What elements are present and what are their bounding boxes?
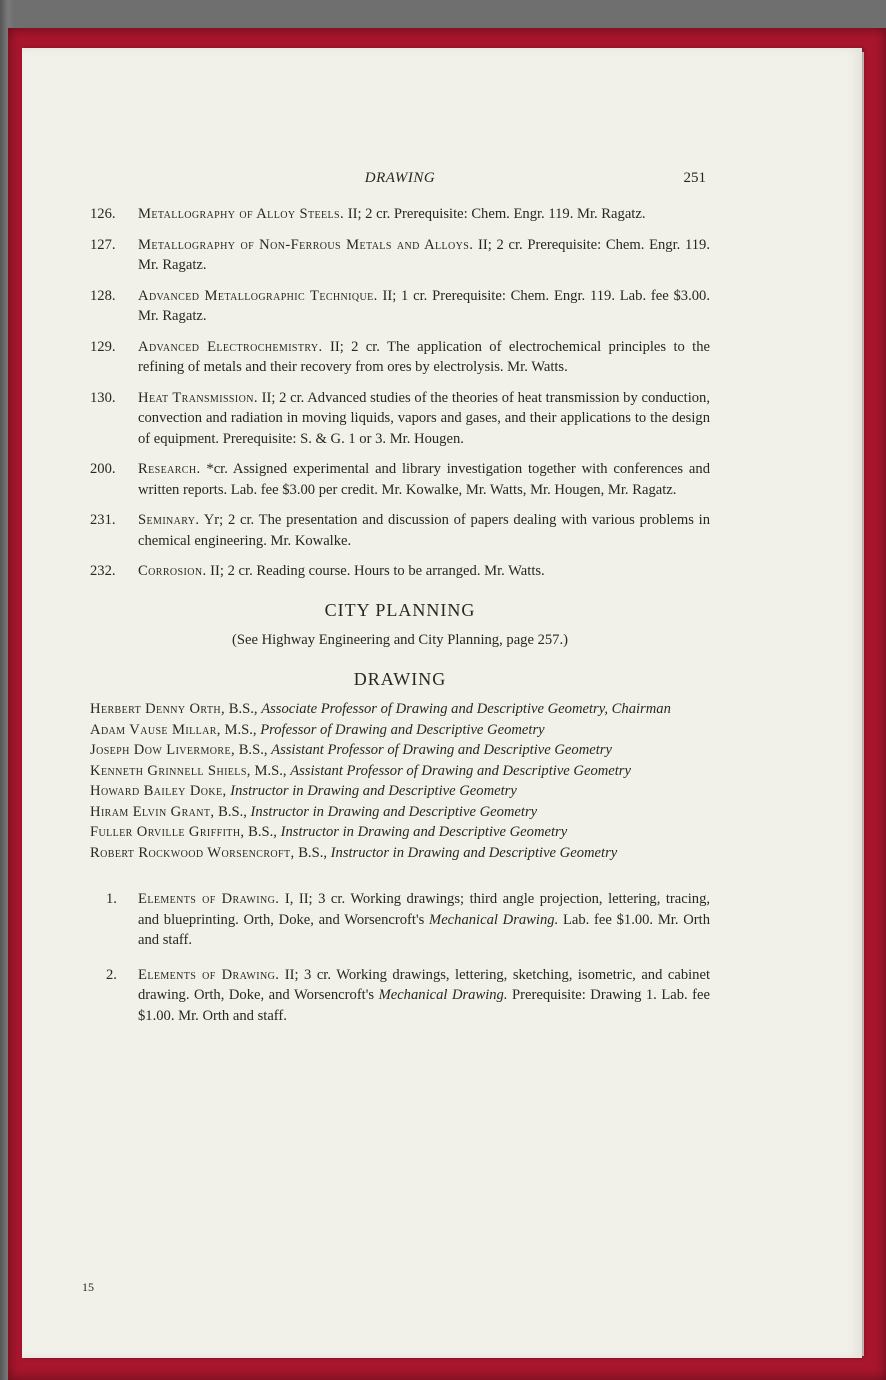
course-title: Seminary. bbox=[138, 512, 200, 528]
course-number: 130. bbox=[90, 389, 116, 406]
textbook-title: Mechanical Drawing. bbox=[378, 987, 508, 1003]
course-description: I, II; 3 cr. Working drawings; third angle projection, lettering, tracing, and blueprinting. Orth, Doke, and Worsencroft's bbox=[138, 891, 711, 928]
course-title: Corrosion. bbox=[138, 563, 207, 579]
course-description: *cr. Assigned experimental and library investigation together with conferences and written reports. Lab. fee $3.00 per credit. Mr. Kowalke, Mr. Watts, Mr. Hougen, Mr. Ragatz. bbox=[138, 461, 710, 498]
running-head bbox=[90, 168, 710, 192]
course-number: 128. bbox=[90, 287, 116, 304]
faculty-entry bbox=[90, 822, 710, 843]
faculty-degree: B.S., bbox=[218, 803, 247, 820]
course-title: Advanced Metallographic Technique. bbox=[138, 287, 378, 304]
drawing-course-list bbox=[90, 889, 710, 1026]
signature-mark: 15 bbox=[82, 1280, 94, 1294]
course-title: Research. bbox=[138, 461, 201, 477]
faculty-entry bbox=[90, 802, 710, 823]
faculty-title: Assistant Professor of Drawing and Descriptive Geometry bbox=[271, 742, 612, 758]
faculty-title: Instructor in Drawing and Descriptive Geometry bbox=[330, 844, 618, 861]
faculty-entry bbox=[90, 740, 710, 761]
textbook-title: Mechanical Drawing. bbox=[429, 911, 559, 928]
faculty-entry bbox=[90, 699, 710, 720]
faculty-title: Instructor in Drawing and Descriptive Geometry bbox=[230, 783, 517, 799]
course-fee: Prerequisite: Drawing 1. Lab. fee $1.00. Mr. Orth and staff. bbox=[138, 987, 710, 1024]
course-entry bbox=[90, 204, 710, 225]
faculty-degree: B.S., bbox=[228, 701, 258, 717]
course-description: II; 2 cr. The application of electrochemical principles to the refining of metals and their recovery from ores by electrolysis. Mr. Watts. bbox=[138, 338, 711, 375]
running-title: DRAWING bbox=[364, 170, 436, 186]
faculty-title: Instructor in Drawing and Descriptive Geometry bbox=[250, 803, 538, 820]
course-description: II; 2 cr. Prerequisite: Chem. Engr. 119. Mr. Ragatz. bbox=[138, 236, 710, 273]
course-entry bbox=[90, 235, 710, 276]
chem-course-list bbox=[90, 204, 710, 582]
faculty-name: Robert Rockwood Worsencroft, bbox=[90, 844, 295, 861]
faculty-title: Assistant Professor of Drawing and Descriptive Geometry bbox=[290, 762, 631, 779]
faculty-name: Howard Bailey Doke, bbox=[90, 783, 227, 799]
course-fee: Lab. fee $1.00. Mr. Orth and staff. bbox=[138, 911, 710, 948]
faculty-degree: B.S., bbox=[238, 742, 268, 758]
faculty-entry bbox=[90, 781, 710, 802]
faculty-title: Instructor in Drawing and Descriptive Geometry bbox=[280, 824, 568, 840]
course-number: 129. bbox=[90, 338, 116, 355]
faculty-degree: B.S., bbox=[298, 844, 327, 861]
course-title: Metallography of Alloy Steels. bbox=[138, 206, 345, 222]
course-number: 200. bbox=[90, 461, 116, 477]
faculty-name: Hiram Elvin Grant, bbox=[90, 803, 215, 820]
course-description: Yr; 2 cr. The presentation and discussion of papers dealing with various problems in chemical engineering. Mr. Kowalke. bbox=[138, 512, 711, 549]
faculty-name: Adam Vause Millar, bbox=[90, 721, 221, 738]
city-planning-note: (See Highway Engineering and City Planning, page 257.) bbox=[232, 632, 568, 648]
course-description: II; 2 cr. Reading course. Hours to be arranged. Mr. Watts. bbox=[210, 563, 545, 579]
faculty-name: Kenneth Grinnell Shiels, bbox=[90, 762, 251, 779]
faculty-name: Herbert Denny Orth, bbox=[90, 701, 226, 717]
course-entry bbox=[90, 889, 710, 951]
faculty-degree: M.S., bbox=[224, 721, 257, 738]
city-planning-heading: CITY PLANNING bbox=[324, 599, 476, 620]
faculty-name: Fuller Orville Griffith, bbox=[90, 824, 245, 840]
faculty-name: Joseph Dow Livermore, bbox=[90, 742, 236, 758]
faculty-title: Professor of Drawing and Descriptive Geometry bbox=[260, 721, 545, 738]
course-number: 231. bbox=[90, 512, 116, 528]
course-number: 127. bbox=[90, 236, 116, 253]
faculty-entry bbox=[90, 843, 710, 864]
course-description: II; 2 cr. Advanced studies of the theories of heat transmission by conduction, convection and radiation in moving liquids, vapors and gases, and their applications to the design of equipment. Prerequisite: S. & G. 1 or 3. Mr. Hougen. bbox=[138, 389, 710, 447]
drawing-heading: DRAWING bbox=[353, 668, 447, 689]
faculty-title: Associate Professor of Drawing and Descriptive Geometry, Chairman bbox=[261, 701, 671, 717]
course-entry bbox=[90, 459, 710, 500]
faculty-entry bbox=[90, 761, 710, 782]
course-title: Elements of Drawing. bbox=[138, 966, 280, 983]
course-entry bbox=[90, 965, 710, 1027]
course-title: Metallography of Non-Ferrous Metals and Alloys. bbox=[138, 236, 474, 253]
course-number: 2. bbox=[106, 966, 117, 983]
course-entry bbox=[90, 510, 710, 551]
course-number: 232. bbox=[90, 563, 116, 579]
faculty-degree: M.S., bbox=[254, 762, 287, 779]
course-title: Advanced Electrochemistry. bbox=[138, 338, 323, 355]
course-description: II; 2 cr. Prerequisite: Chem. Engr. 119. Mr. Ragatz. bbox=[347, 206, 646, 222]
course-entry bbox=[90, 561, 710, 582]
course-title: Elements of Drawing. bbox=[138, 891, 280, 907]
course-entry bbox=[90, 388, 710, 450]
course-entry bbox=[90, 286, 710, 327]
course-number: 1. bbox=[106, 891, 117, 907]
course-description: II; 3 cr. Working drawings, lettering, sketching, isometric, and cabinet drawing. Orth, Doke, and Worsencroft's bbox=[138, 966, 711, 1003]
course-description: II; 1 cr. Prerequisite: Chem. Engr. 119. Lab. fee $3.00. Mr. Ragatz. bbox=[138, 287, 710, 324]
course-title: Heat Transmission. bbox=[138, 389, 258, 406]
course-number: 126. bbox=[90, 206, 116, 222]
page-number: 251 bbox=[683, 170, 706, 186]
faculty-degree: B.S., bbox=[248, 824, 277, 840]
faculty-list bbox=[90, 699, 710, 863]
page-content bbox=[90, 168, 710, 1040]
course-entry bbox=[90, 337, 710, 378]
faculty-entry bbox=[90, 720, 710, 741]
